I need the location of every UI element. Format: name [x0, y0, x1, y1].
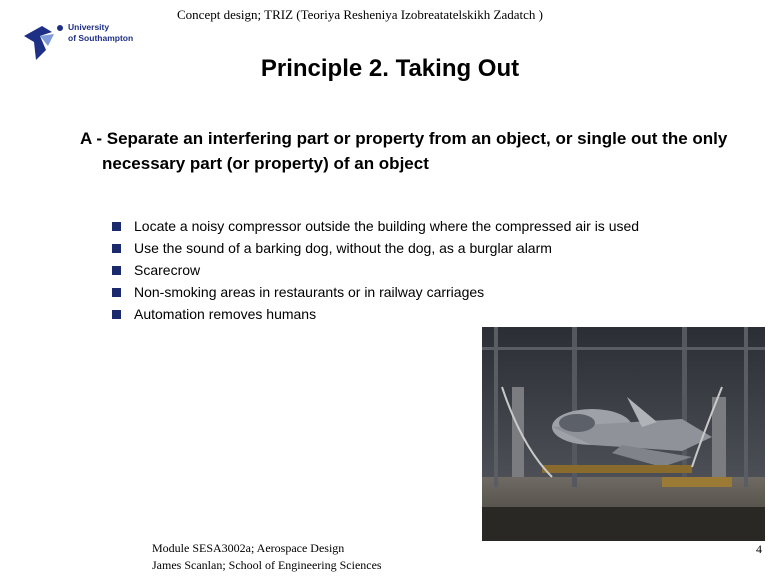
logo-line-2: of Southampton — [68, 33, 134, 43]
list-item — [112, 284, 672, 300]
section-heading: A - Separate an interfering part or property from an object, or single out the only necessary part (or property) of an object — [80, 129, 728, 173]
slide-header: Concept design; TRIZ (Teoriya Resheniya Izobreatatelskikh Zadatch ) — [177, 7, 543, 22]
list-item — [112, 262, 672, 278]
slide-footer — [152, 540, 382, 574]
aircraft-test-photo — [482, 327, 765, 541]
square-bullet-icon — [112, 288, 121, 297]
square-bullet-icon — [112, 310, 121, 319]
bullet-text: Locate a noisy compressor outside the building where the compressed air is used — [134, 218, 640, 234]
list-item — [112, 240, 672, 256]
bullet-list — [112, 218, 672, 328]
list-item — [112, 306, 672, 322]
footer-module: Module SESA3002a; Aerospace Design — [152, 541, 345, 555]
bullet-text: Non-smoking areas in restaurants or in railway carriages — [134, 284, 485, 300]
slide-title: Principle 2. Taking Out — [260, 55, 520, 82]
square-bullet-icon — [112, 222, 121, 231]
footer-author: James Scanlan; School of Engineering Sciences — [152, 558, 382, 572]
square-bullet-icon — [112, 266, 121, 275]
square-bullet-icon — [112, 244, 121, 253]
jet-in-hangar-image — [482, 327, 765, 541]
logo-line-1: University — [68, 22, 110, 32]
bullet-text: Use the sound of a barking dog, without the dog, as a burglar alarm — [134, 240, 552, 256]
list-item — [112, 218, 672, 234]
page-number: 4 — [756, 542, 762, 556]
university-logo-text — [68, 22, 148, 44]
bullet-text: Automation removes humans — [134, 306, 317, 322]
bullet-text: Scarecrow — [134, 262, 201, 278]
